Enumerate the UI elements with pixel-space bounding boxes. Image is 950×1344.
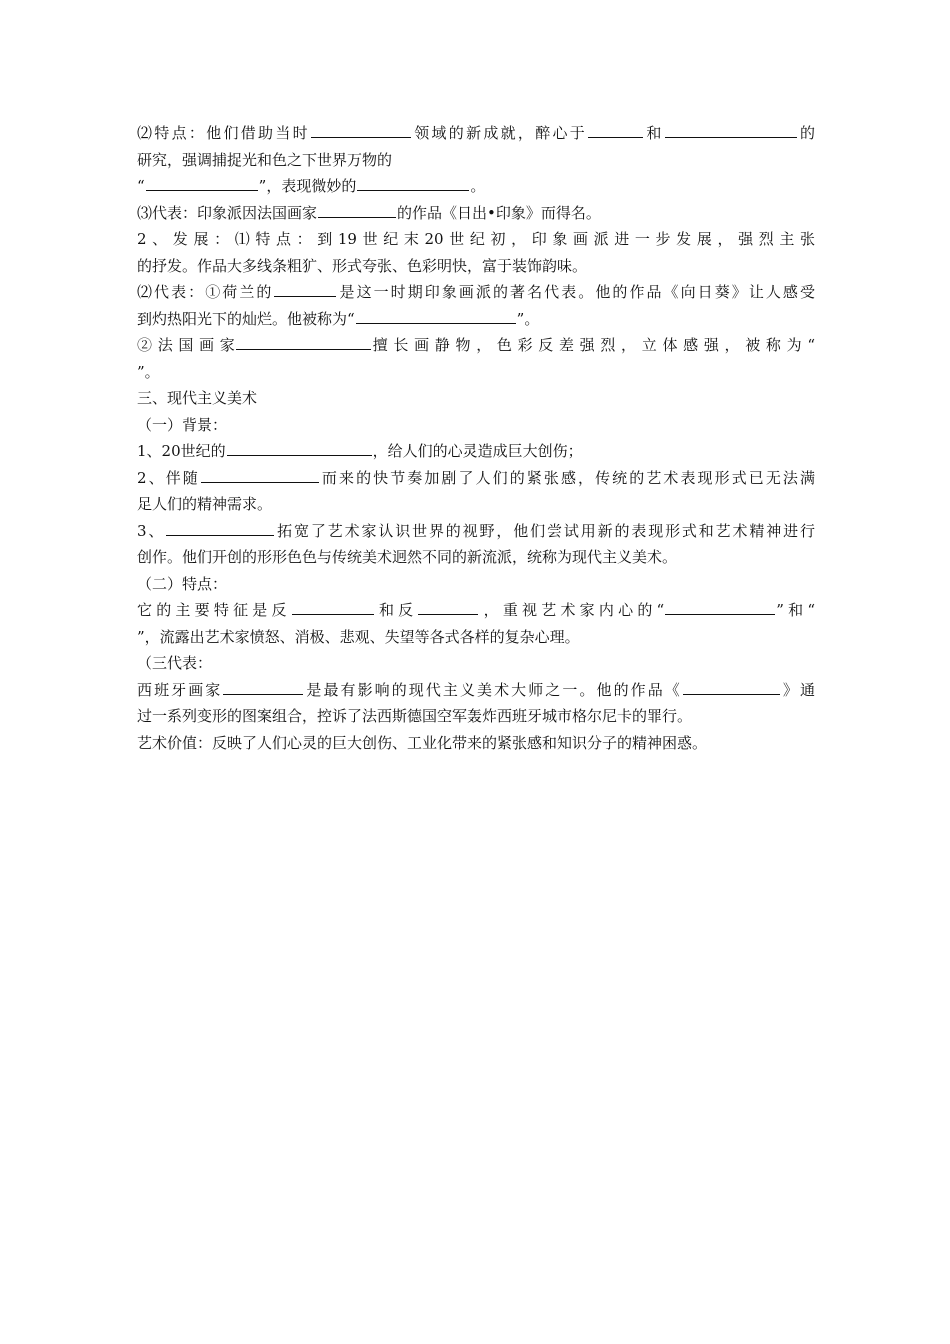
text-line-3 [137,173,815,200]
text-line-16 [137,518,815,545]
text-segment: 。 [470,177,486,195]
subsection-heading [137,650,815,677]
text-segment: 拓宽了艺术家认识世界的视野，他们尝试用新的表现形式和艺术精神进行 [275,521,815,540]
text-line-4 [137,200,815,227]
fill-blank[interactable] [418,597,478,615]
fill-blank[interactable] [236,332,371,350]
text-segment: 是这一时期印象画派的著名代表。他的作品《向日葵》让人感受 [337,283,815,301]
text-line-19 [137,597,815,624]
text-segment: 而来的快节奏加剧了人们的紧张感，传统的艺术表现形式已无法满 [319,468,815,487]
text-segment: 西班牙画家 [137,680,223,699]
text-line-5 [137,226,815,253]
text-segment: 到灼热阳光下的灿烂。他被称为“ [137,309,355,328]
text-segment: 是最有影响的现代主义美术大师之一。他的作品《 [304,680,682,699]
fill-blank[interactable] [311,120,411,138]
fill-blank[interactable] [588,120,643,138]
text-line-22 [137,677,815,704]
text-segment: 2、发展：⑴特点：到19世纪末20世纪初，印象画派进一步发展，强烈主张 [137,230,815,248]
text-segment: 三、现代主义美术 [137,389,258,407]
text-line-8 [137,306,815,333]
text-segment: 3、 [137,521,166,540]
text-segment: 研究，强调捕捉光和色之下世界万物的 [137,150,393,169]
text-segment: 它的主要特征是反 [137,601,291,619]
text-segment: 过一系列变形的图案组合，控诉了法西斯德国空军轰炸西班牙城市格尔尼卡的罪行。 [137,707,693,725]
text-segment: ，重视艺术家内心的“ [479,601,665,619]
text-line-23 [137,703,815,730]
text-line-1 [137,120,815,147]
text-line-17 [137,544,815,571]
fill-blank[interactable] [201,465,319,483]
text-line-20 [137,624,815,651]
text-line-10 [137,359,815,386]
text-segment: ② 法 国 画 家 [137,336,236,354]
text-segment: ”。 [137,362,160,381]
text-segment: 的作品《日出•印象》而得名。 [397,203,601,222]
text-segment: ，给人们的心灵造成巨大创伤； [372,442,583,460]
subsection-heading [137,412,815,439]
text-line-13 [137,438,815,465]
text-segment: 艺术价值：反映了人们心灵的巨大创伤、工业化带来的紧张感和知识分子的精神困惑。 [137,733,708,752]
text-segment: ”。 [516,309,540,328]
text-segment: 擅 长 画 静 物 ， 色 彩 反 差 强 烈 ， 立 体 感 强 ， 被 称 为 “ [372,336,815,354]
text-segment: ⑶代表：印象派因法国画家 [137,203,318,222]
fill-blank[interactable] [357,173,469,191]
fill-blank[interactable] [146,173,258,191]
text-segment: （一）背景： [137,415,228,434]
text-segment: 创作。他们开创的形形色色与传统美术迥然不同的新流派，统称为现代主义美术。 [137,548,678,566]
text-line-14 [137,465,815,492]
fill-blank[interactable] [166,518,274,536]
document-page [137,120,815,756]
text-segment: 和反 [374,601,418,619]
text-segment: ⑵代表：①荷兰的 [137,283,274,301]
fill-blank[interactable] [292,597,374,615]
fill-blank[interactable] [274,279,336,297]
fill-blank[interactable] [683,677,780,695]
text-line-9 [137,332,815,359]
text-line-6 [137,253,815,280]
fill-blank[interactable] [665,120,797,138]
text-segment: （三代表： [137,654,213,672]
text-segment: ”，流露出艺术家愤怒、消极、悲观、失望等各式各样的复杂心理。 [137,627,580,646]
section-heading [137,385,815,412]
text-segment: 2、伴随 [137,468,200,487]
subsection-heading [137,571,815,598]
fill-blank[interactable] [665,597,775,615]
text-segment: 》通 [780,680,815,699]
text-segment: “ [137,177,145,195]
text-line-2 [137,147,815,174]
fill-blank[interactable] [223,677,303,695]
text-segment: ”和“ [776,601,815,619]
text-segment: 的 [797,124,815,142]
text-segment: 的抒发。作品大多线条粗犷、形式夸张、色彩明快，富于装饰韵味。 [137,256,588,275]
fill-blank[interactable] [227,438,372,456]
fill-blank[interactable] [356,306,516,324]
text-segment: ”，表现微妙的 [258,177,357,195]
text-segment: 1、20世纪的 [137,442,226,460]
text-segment: （二）特点： [137,574,228,593]
fill-blank[interactable] [318,200,396,218]
text-segment: 足人们的精神需求。 [137,495,273,513]
text-line-15 [137,491,815,518]
text-line-24 [137,730,815,757]
text-segment: 和 [644,124,664,142]
text-segment: ⑵特点：他们借助当时 [137,124,310,142]
text-segment: 领域的新成就，醉心于 [411,124,588,142]
text-line-7 [137,279,815,306]
